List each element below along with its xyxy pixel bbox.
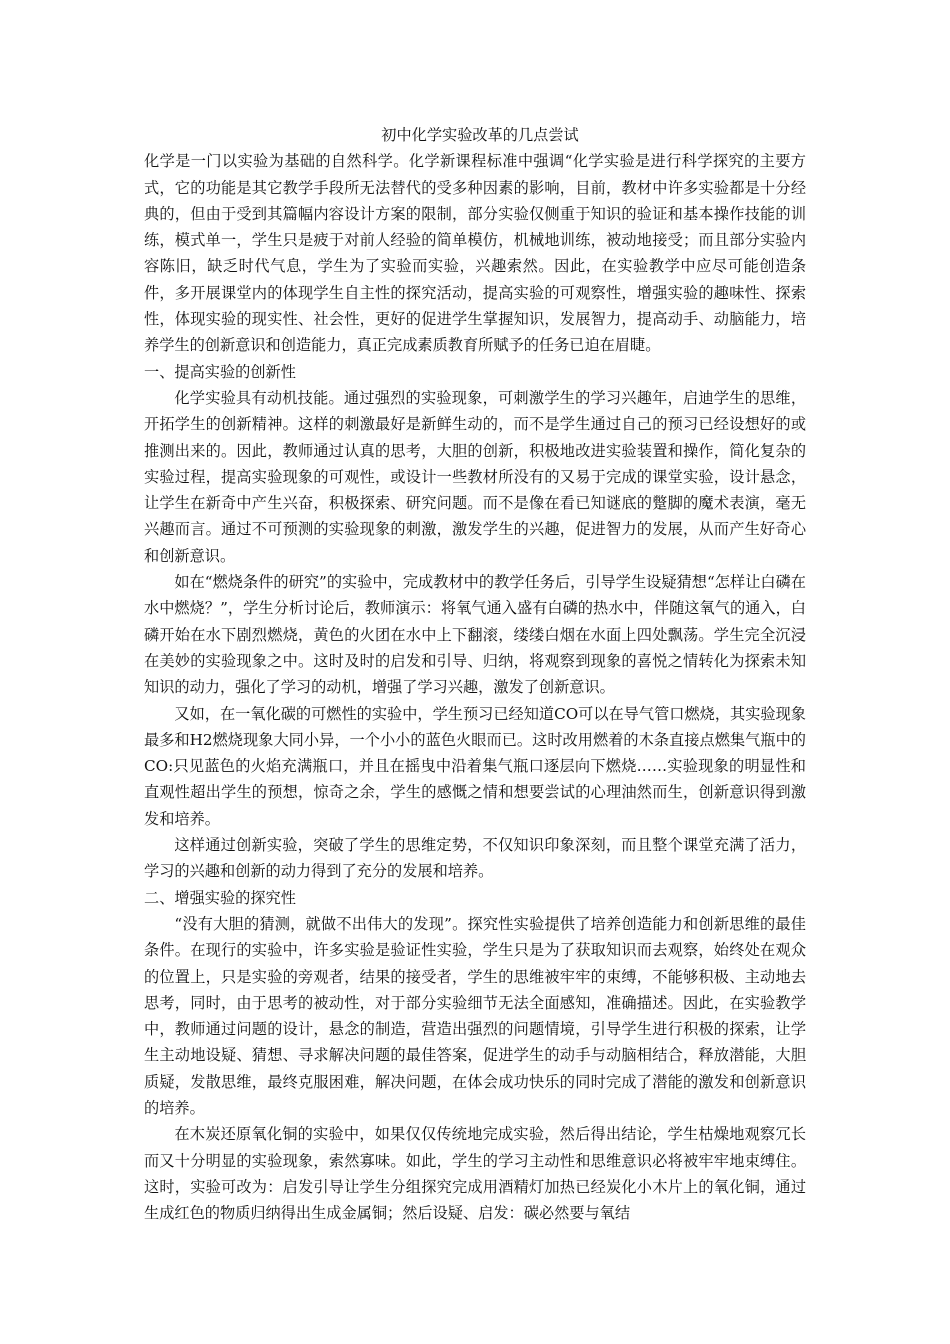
section1-paragraph-3: 又如，在一氧化碳的可燃性的实验中，学生预习已经知道CO可以在导气管口燃烧，其实验现象最多和H2燃烧现象大同小异，一个小小的蓝色火眼而已。这时改用燃着的木条直接点燃集气瓶中的CO:只见蓝色的火焰充满瓶口，并且在摇曳中沿着集气瓶口逐层向下燃烧……实验现象的明显性和直观性超出学生的预想，惊奇之余，学生的感慨之情和想要尝试的心理油然而生，创新意识得到激发和培养。 xyxy=(144,704,806,828)
section1-paragraph-2: 如在“燃烧条件的研究”的实验中，完成教材中的教学任务后，引导学生设疑猜想“怎样让白磷在水中燃烧？”，学生分析讨论后，教师演示：将氧气通入盛有白磷的热水中，伴随这氧气的通入，白磷开始在水下剧烈燃烧，黄色的火团在水中上下翻滚，缕缕白烟在水面上四处飘荡。学生完全沉浸在美妙的实验现象之中。这时及时的启发和引导、归纳，将观察到现象的喜悦之情转化为探索未知知识的动力，强化了学习的动机，增强了学习兴趣，激发了创新意识。 xyxy=(144,573,806,697)
section2-paragraph-2: 在木炭还原氧化铜的实验中，如果仅仅传统地完成实验，然后得出结论，学生枯燥地观察冗长而又十分明显的实验现象，索然寡味。如此，学生的学习主动性和思维意识必将被牢牢地束缚住。这时，实验可改为：启发引导让学生分组探究完成用酒精灯加热已经炭化小木片上的氧化铜，通过生成红色的物质归纳得出生成金属铜；然后设疑、启发：碳必然要与氧结 xyxy=(144,1125,806,1223)
document-title: 初中化学实验改革的几点尝试 xyxy=(381,126,579,144)
section1-paragraph-4: 这样通过创新实验，突破了学生的思维定势，不仅知识印象深刻，而且整个课堂充满了活力，学习的兴趣和创新的动力得到了充分的发展和培养。 xyxy=(144,836,806,881)
document-page xyxy=(144,122,806,1226)
section1-paragraph-1: 化学实验具有动机技能。通过强烈的实验现象，可刺激学生的学习兴趣年，启迪学生的思维，开拓学生的创新精神。这样的刺激最好是新鲜生动的，而不是学生通过自己的预习已经设想好的或推测出来的。因此，教师通过认真的思考，大胆的创新，积极地改进实验装置和操作，简化复杂的实验过程，提高实验现象的可观性，或设计一些教材所没有的又易于完成的课堂实验，设计悬念，让学生在新奇中产生兴奋，积极探索、研究问题。而不是像在看已知谜底的蹩脚的魔术表演，毫无兴趣而言。通过不可预测的实验现象的刺激，激发学生的兴趣，促进智力的发展，从而产生好奇心和创新意识。 xyxy=(144,388,806,565)
section2-paragraph-1: “没有大胆的猜测，就做不出伟大的发现”。探究性实验提供了培养创造能力和创新思维的最佳条件。在现行的实验中，许多实验是验证性实验，学生只是为了获取知识而去观察，始终处在观众的位置上，只是实验的旁观者，结果的接受者，学生的思维被牢牢的束缚，不能够积极、主动地去思考，同时，由于思考的被动性，对于部分实验细节无法全面感知，准确描述。因此，在实验教学中，教师通过问题的设计，悬念的制造，营造出强烈的问题情境，引导学生进行积极的探索，让学生主动地设疑、猜想、寻求解决问题的最佳答案，促进学生的动手与动脑相结合，释放潜能，大胆质疑，发散思维，最终克服困难，解决问题，在体会成功快乐的同时完成了潜能的激发和创新意识的培养。 xyxy=(144,914,806,1117)
section-heading-2: 二、增强实验的探究性 xyxy=(144,888,296,907)
intro-paragraph: 化学是一门以实验为基础的自然科学。化学新课程标准中强调“化学实验是进行科学探究的主要方式，它的功能是其它教学手段所无法替代的受多种因素的影响，目前，教材中许多实验都是十分经典的，但由于受到其篇幅内容设计方案的限制，部分实验仅侧重于知识的验证和基本操作技能的训练，模式单一，学生只是疲于对前人经验的简单模仿，机械地训练，被动地接受；而且部分实验内容陈旧，缺乏时代气息，学生为了实验而实验，兴趣索然。因此，在实验教学中应尽可能创造条件，多开展课堂内的体现学生自主性的探究活动，提高实验的可观察性，增强实验的趣味性、探索性，体现实验的现实性、社会性，更好的促进学生掌握知识，发展智力，提高动手、动脑能力，培养学生的创新意识和创造能力，真正完成素质教育所赋予的任务已迫在眉睫。 xyxy=(144,152,806,355)
section-heading-1: 一、提高实验的创新性 xyxy=(144,362,296,381)
